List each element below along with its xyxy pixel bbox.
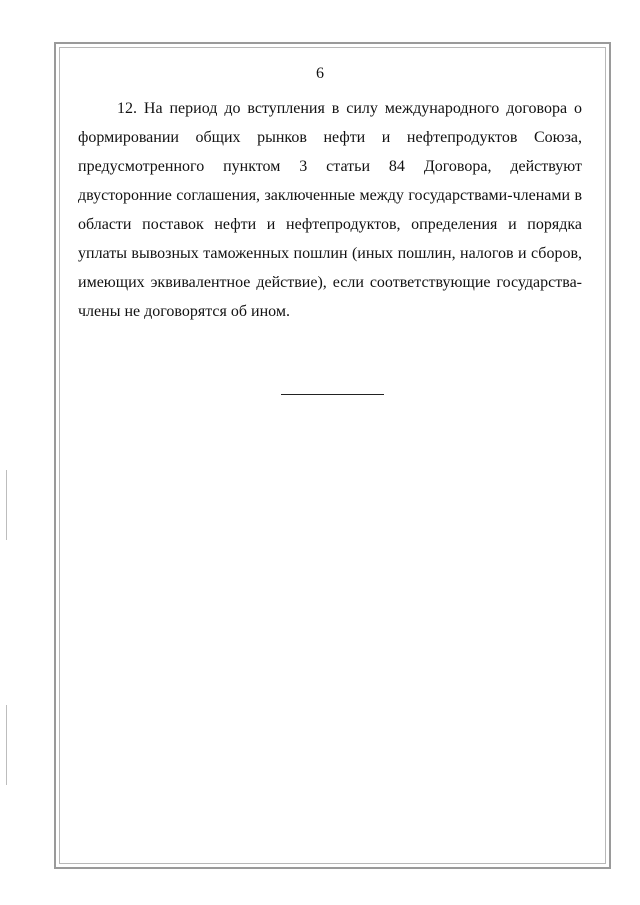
end-of-text-rule bbox=[281, 394, 384, 395]
scan-margin-mark bbox=[6, 470, 7, 540]
article-paragraph-12: 12. На период до вступления в силу международного договора о формировании общих рынков нефти и нефтепродуктов Союза, предусмотренного пунктом 3 статьи 84 Договора, действуют двусторонние соглашения, заключенные между государствами-членами в области поставок нефти и нефтепродуктов, определения и порядка уплаты вывозных таможенных пошлин (иных пошлин, налогов и сборов, имеющих эквивалентное действие), если соответствующие государства-члены не договорятся об ином. bbox=[78, 100, 582, 320]
scan-margin-mark bbox=[6, 705, 7, 785]
page-number: 6 bbox=[316, 65, 324, 82]
